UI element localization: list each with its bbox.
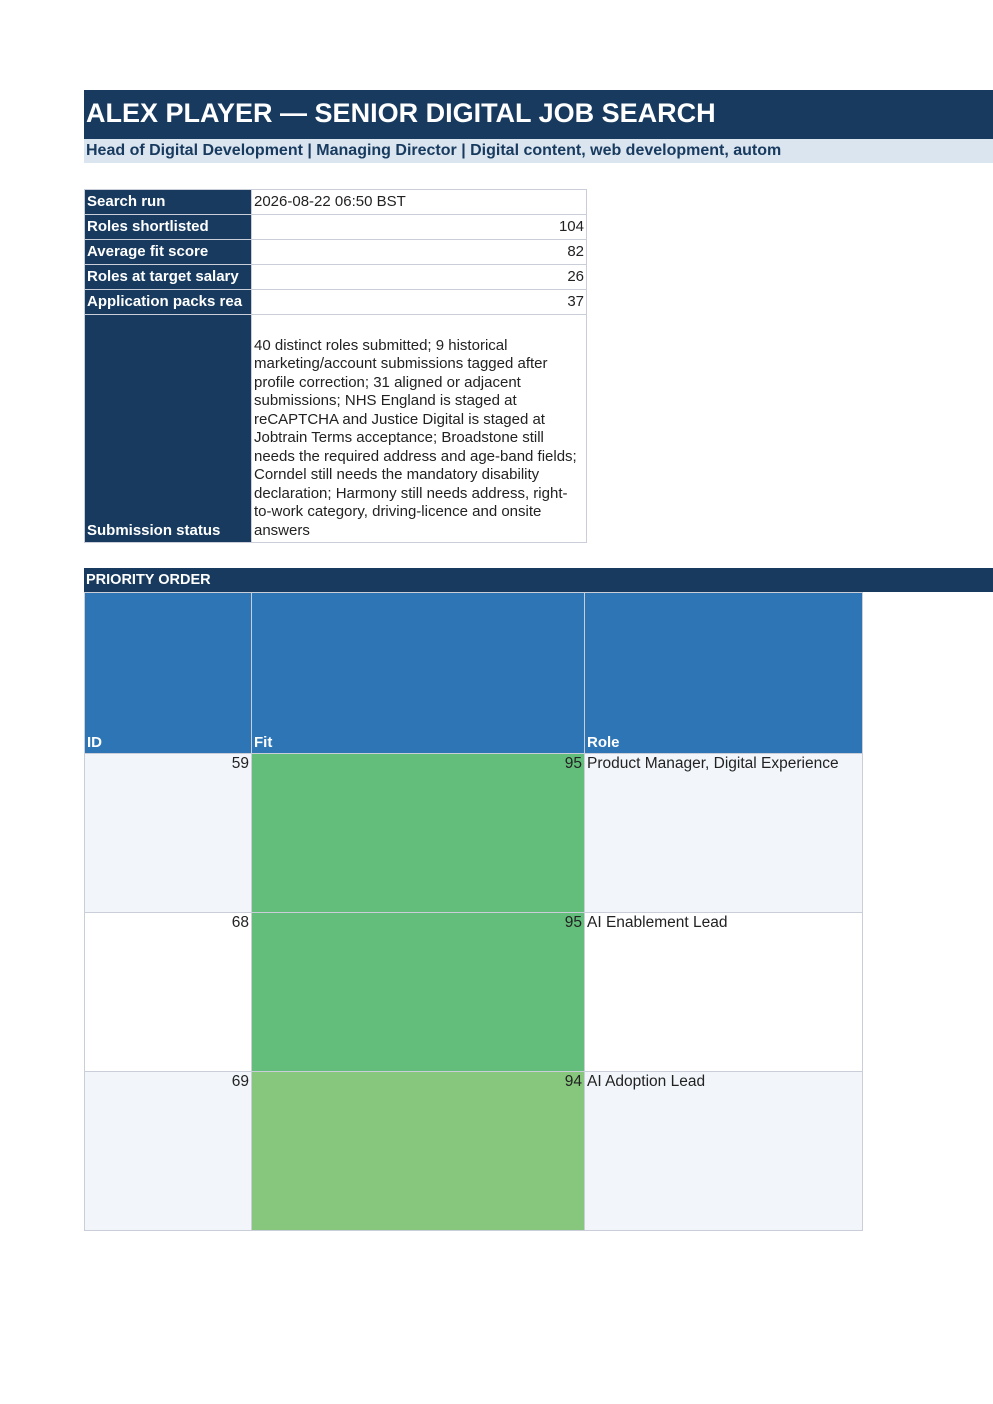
summary-label[interactable]: Application packs rea bbox=[85, 290, 252, 315]
role-cell[interactable]: Product Manager, Digital Experience bbox=[585, 754, 863, 913]
summary-value[interactable]: 37 bbox=[252, 290, 587, 315]
summary-row-average-fit bbox=[85, 240, 587, 265]
id-cell[interactable]: 68 bbox=[85, 913, 252, 1072]
column-header-role[interactable]: Role bbox=[585, 593, 863, 754]
summary-value[interactable]: 40 distinct roles submitted; 9 historical marketing/account submissions tagged after profile correction; 31 aligned or adjacent submissions; NHS England is staged at reCAPTCHA and Justice Digital is staged at Jobtrain Terms acceptance; Broadstone still needs the required address and age-band fields; Corndel still needs the mandatory disability declaration; Harmony still needs address, right-to-work category, driving-licence and onsite answers bbox=[252, 315, 587, 543]
fit-cell[interactable]: 94 bbox=[252, 1072, 585, 1231]
summary-label[interactable]: Submission status bbox=[85, 315, 252, 543]
summary-row-packs-ready bbox=[85, 290, 587, 315]
summary-label[interactable]: Roles shortlisted bbox=[85, 215, 252, 240]
subtitle-text: Head of Digital Development | Managing Director | Digital content, web development, autom bbox=[86, 142, 782, 159]
summary-value[interactable]: 26 bbox=[252, 265, 587, 290]
column-header-fit[interactable]: Fit bbox=[252, 593, 585, 754]
priority-table bbox=[84, 592, 863, 1231]
summary-value[interactable]: 104 bbox=[252, 215, 587, 240]
sheet-subtitle bbox=[84, 139, 993, 163]
summary-row-target-salary bbox=[85, 265, 587, 290]
priority-section-title: PRIORITY ORDER bbox=[84, 568, 993, 592]
table-row bbox=[85, 1072, 863, 1231]
summary-value[interactable]: 82 bbox=[252, 240, 587, 265]
column-header-id[interactable]: ID bbox=[85, 593, 252, 754]
summary-row-search-run bbox=[85, 190, 587, 215]
priority-header-row bbox=[85, 593, 863, 754]
summary-label[interactable]: Roles at target salary bbox=[85, 265, 252, 290]
fit-cell[interactable]: 95 bbox=[252, 754, 585, 913]
spreadsheet-sheet bbox=[84, 90, 993, 1231]
table-row bbox=[85, 913, 863, 1072]
summary-label[interactable]: Search run bbox=[85, 190, 252, 215]
role-cell[interactable]: AI Enablement Lead bbox=[585, 913, 863, 1072]
summary-table bbox=[84, 189, 587, 543]
sheet-title: ALEX PLAYER — SENIOR DIGITAL JOB SEARCH bbox=[84, 90, 993, 139]
table-row bbox=[85, 754, 863, 913]
summary-value[interactable]: 2026-08-22 06:50 BST bbox=[252, 190, 587, 215]
summary-row-submission-status bbox=[85, 315, 587, 543]
summary-row-roles-shortlisted bbox=[85, 215, 587, 240]
role-cell[interactable]: AI Adoption Lead bbox=[585, 1072, 863, 1231]
id-cell[interactable]: 69 bbox=[85, 1072, 252, 1231]
fit-cell[interactable]: 95 bbox=[252, 913, 585, 1072]
id-cell[interactable]: 59 bbox=[85, 754, 252, 913]
summary-label[interactable]: Average fit score bbox=[85, 240, 252, 265]
